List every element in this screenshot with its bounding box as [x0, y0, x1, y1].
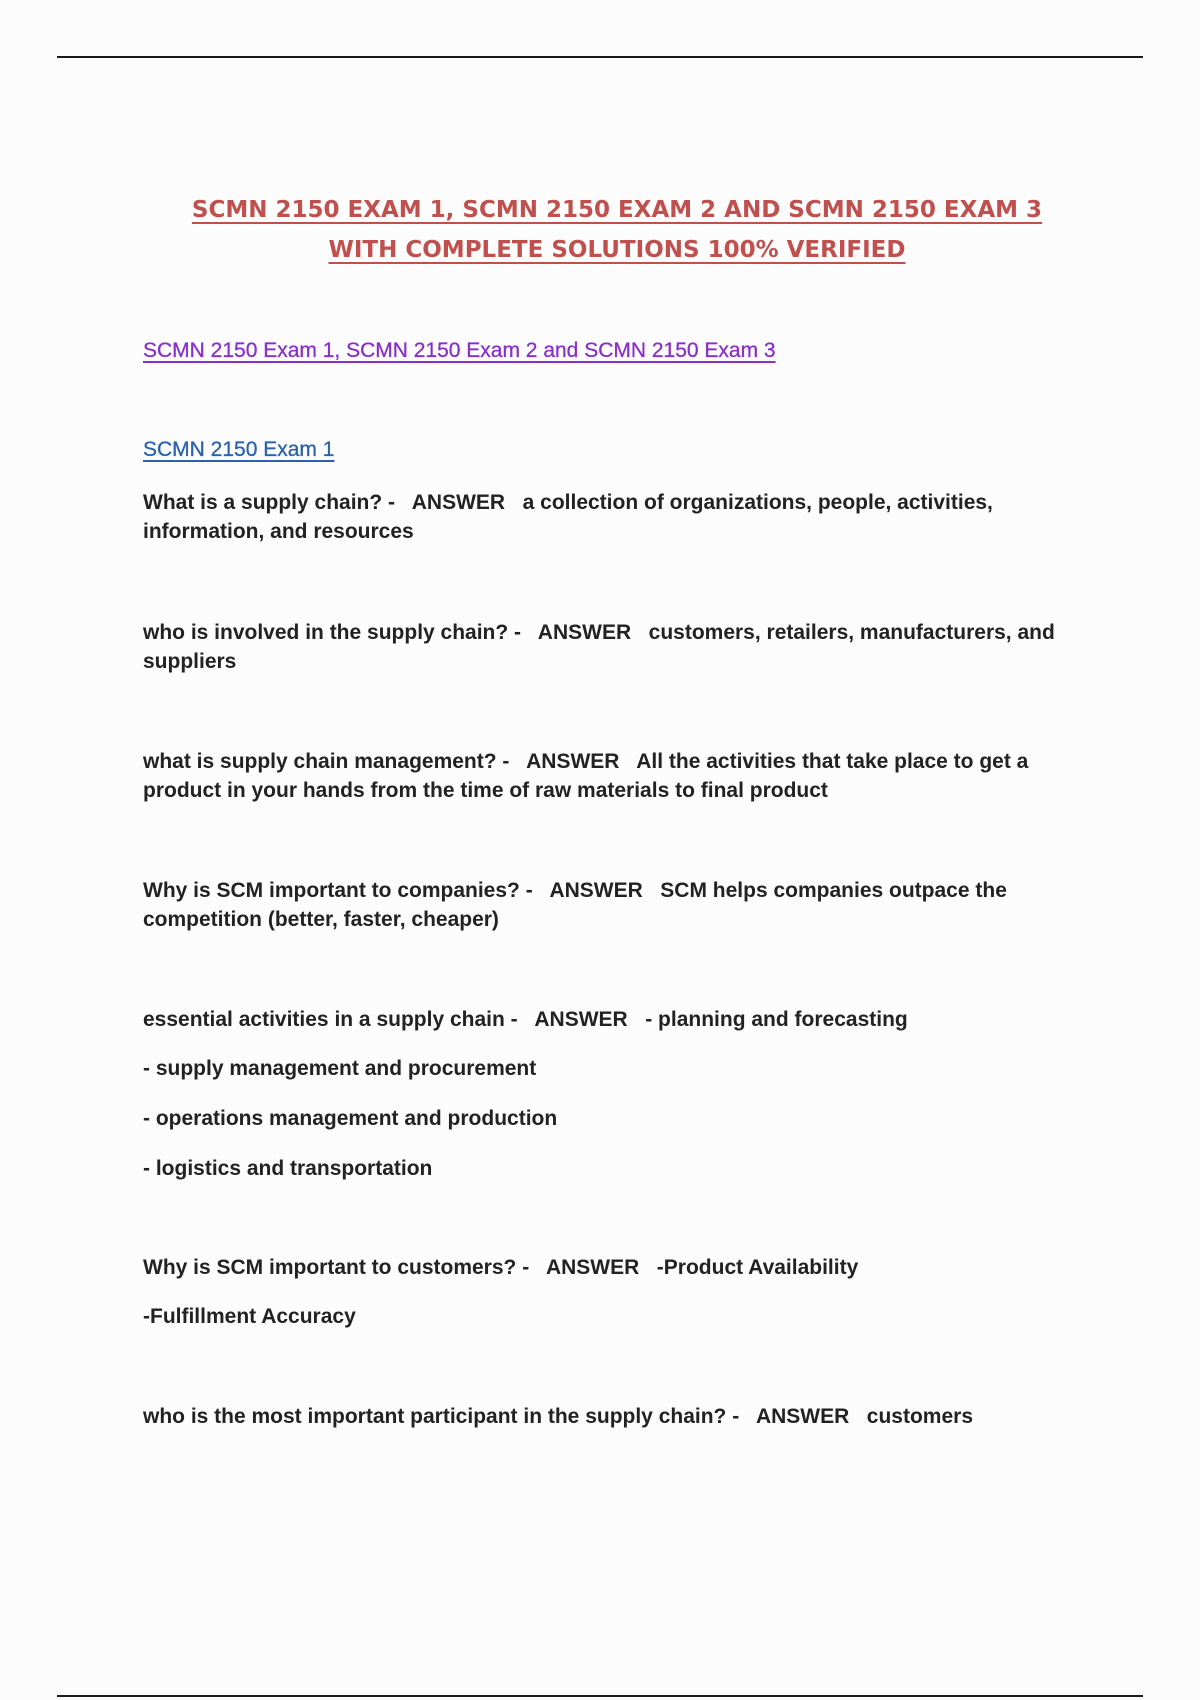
answer-list-item: - supply management and procurement [143, 1057, 537, 1080]
top-rule [57, 56, 1143, 58]
answer-text: customers [866, 1405, 974, 1428]
qa-item [143, 1253, 1083, 1282]
qa-item [143, 618, 1083, 676]
document-title-line-2: WITH COMPLETE SOLUTIONS 100% VERIFIED [328, 237, 906, 263]
qa-item [143, 1402, 1083, 1431]
question-text: what is supply chain management? - [143, 750, 510, 773]
question-text: who is involved in the supply chain? - [143, 621, 522, 644]
qa-item [143, 876, 1083, 934]
answer-label: ANSWER [549, 879, 643, 902]
answer-text: -Product Availability [656, 1256, 859, 1279]
answer-text: All the activities that take place to get a product in your hands from the time of raw materials to final product [143, 750, 1029, 802]
answer-list-item: - operations management and production [143, 1107, 558, 1130]
answer-label: ANSWER [526, 750, 620, 773]
document-title [57, 190, 1177, 270]
qa-item [143, 1005, 1083, 1034]
document-subtitle: SCMN 2150 Exam 1, SCMN 2150 Exam 2 and SCMN 2150 Exam 3 [143, 339, 776, 362]
answer-label: ANSWER [537, 621, 632, 644]
answer-label: ANSWER [755, 1405, 850, 1428]
answer-text: SCM helps companies outpace the competition (better, faster, cheaper) [143, 879, 1007, 931]
answer-label: ANSWER [534, 1008, 628, 1031]
section-heading-exam-1: SCMN 2150 Exam 1 [143, 438, 335, 461]
bottom-rule [57, 1695, 1143, 1697]
answer-label: ANSWER [411, 491, 506, 514]
answer-list-item: - logistics and transportation [143, 1157, 433, 1180]
document-title-line-1: SCMN 2150 EXAM 1, SCMN 2150 EXAM 2 AND SCMN 2150 EXAM 3 [191, 197, 1043, 223]
answer-list-item: -Fulfillment Accuracy [143, 1305, 356, 1328]
question-text: What is a supply chain? - [143, 491, 396, 514]
question-text: Why is SCM important to customers? - [143, 1256, 530, 1279]
qa-item [143, 747, 1083, 805]
qa-item [143, 488, 1083, 546]
question-text: Why is SCM important to companies? - [143, 879, 533, 902]
answer-text: a collection of organizations, people, activities, information, and resources [143, 491, 993, 543]
question-text: essential activities in a supply chain - [143, 1008, 518, 1031]
answer-text: customers, retailers, manufacturers, and suppliers [143, 621, 1055, 673]
answer-text: - planning and forecasting [645, 1008, 908, 1031]
question-text: who is the most important participant in the supply chain? - [143, 1405, 740, 1428]
answer-label: ANSWER [545, 1256, 640, 1279]
